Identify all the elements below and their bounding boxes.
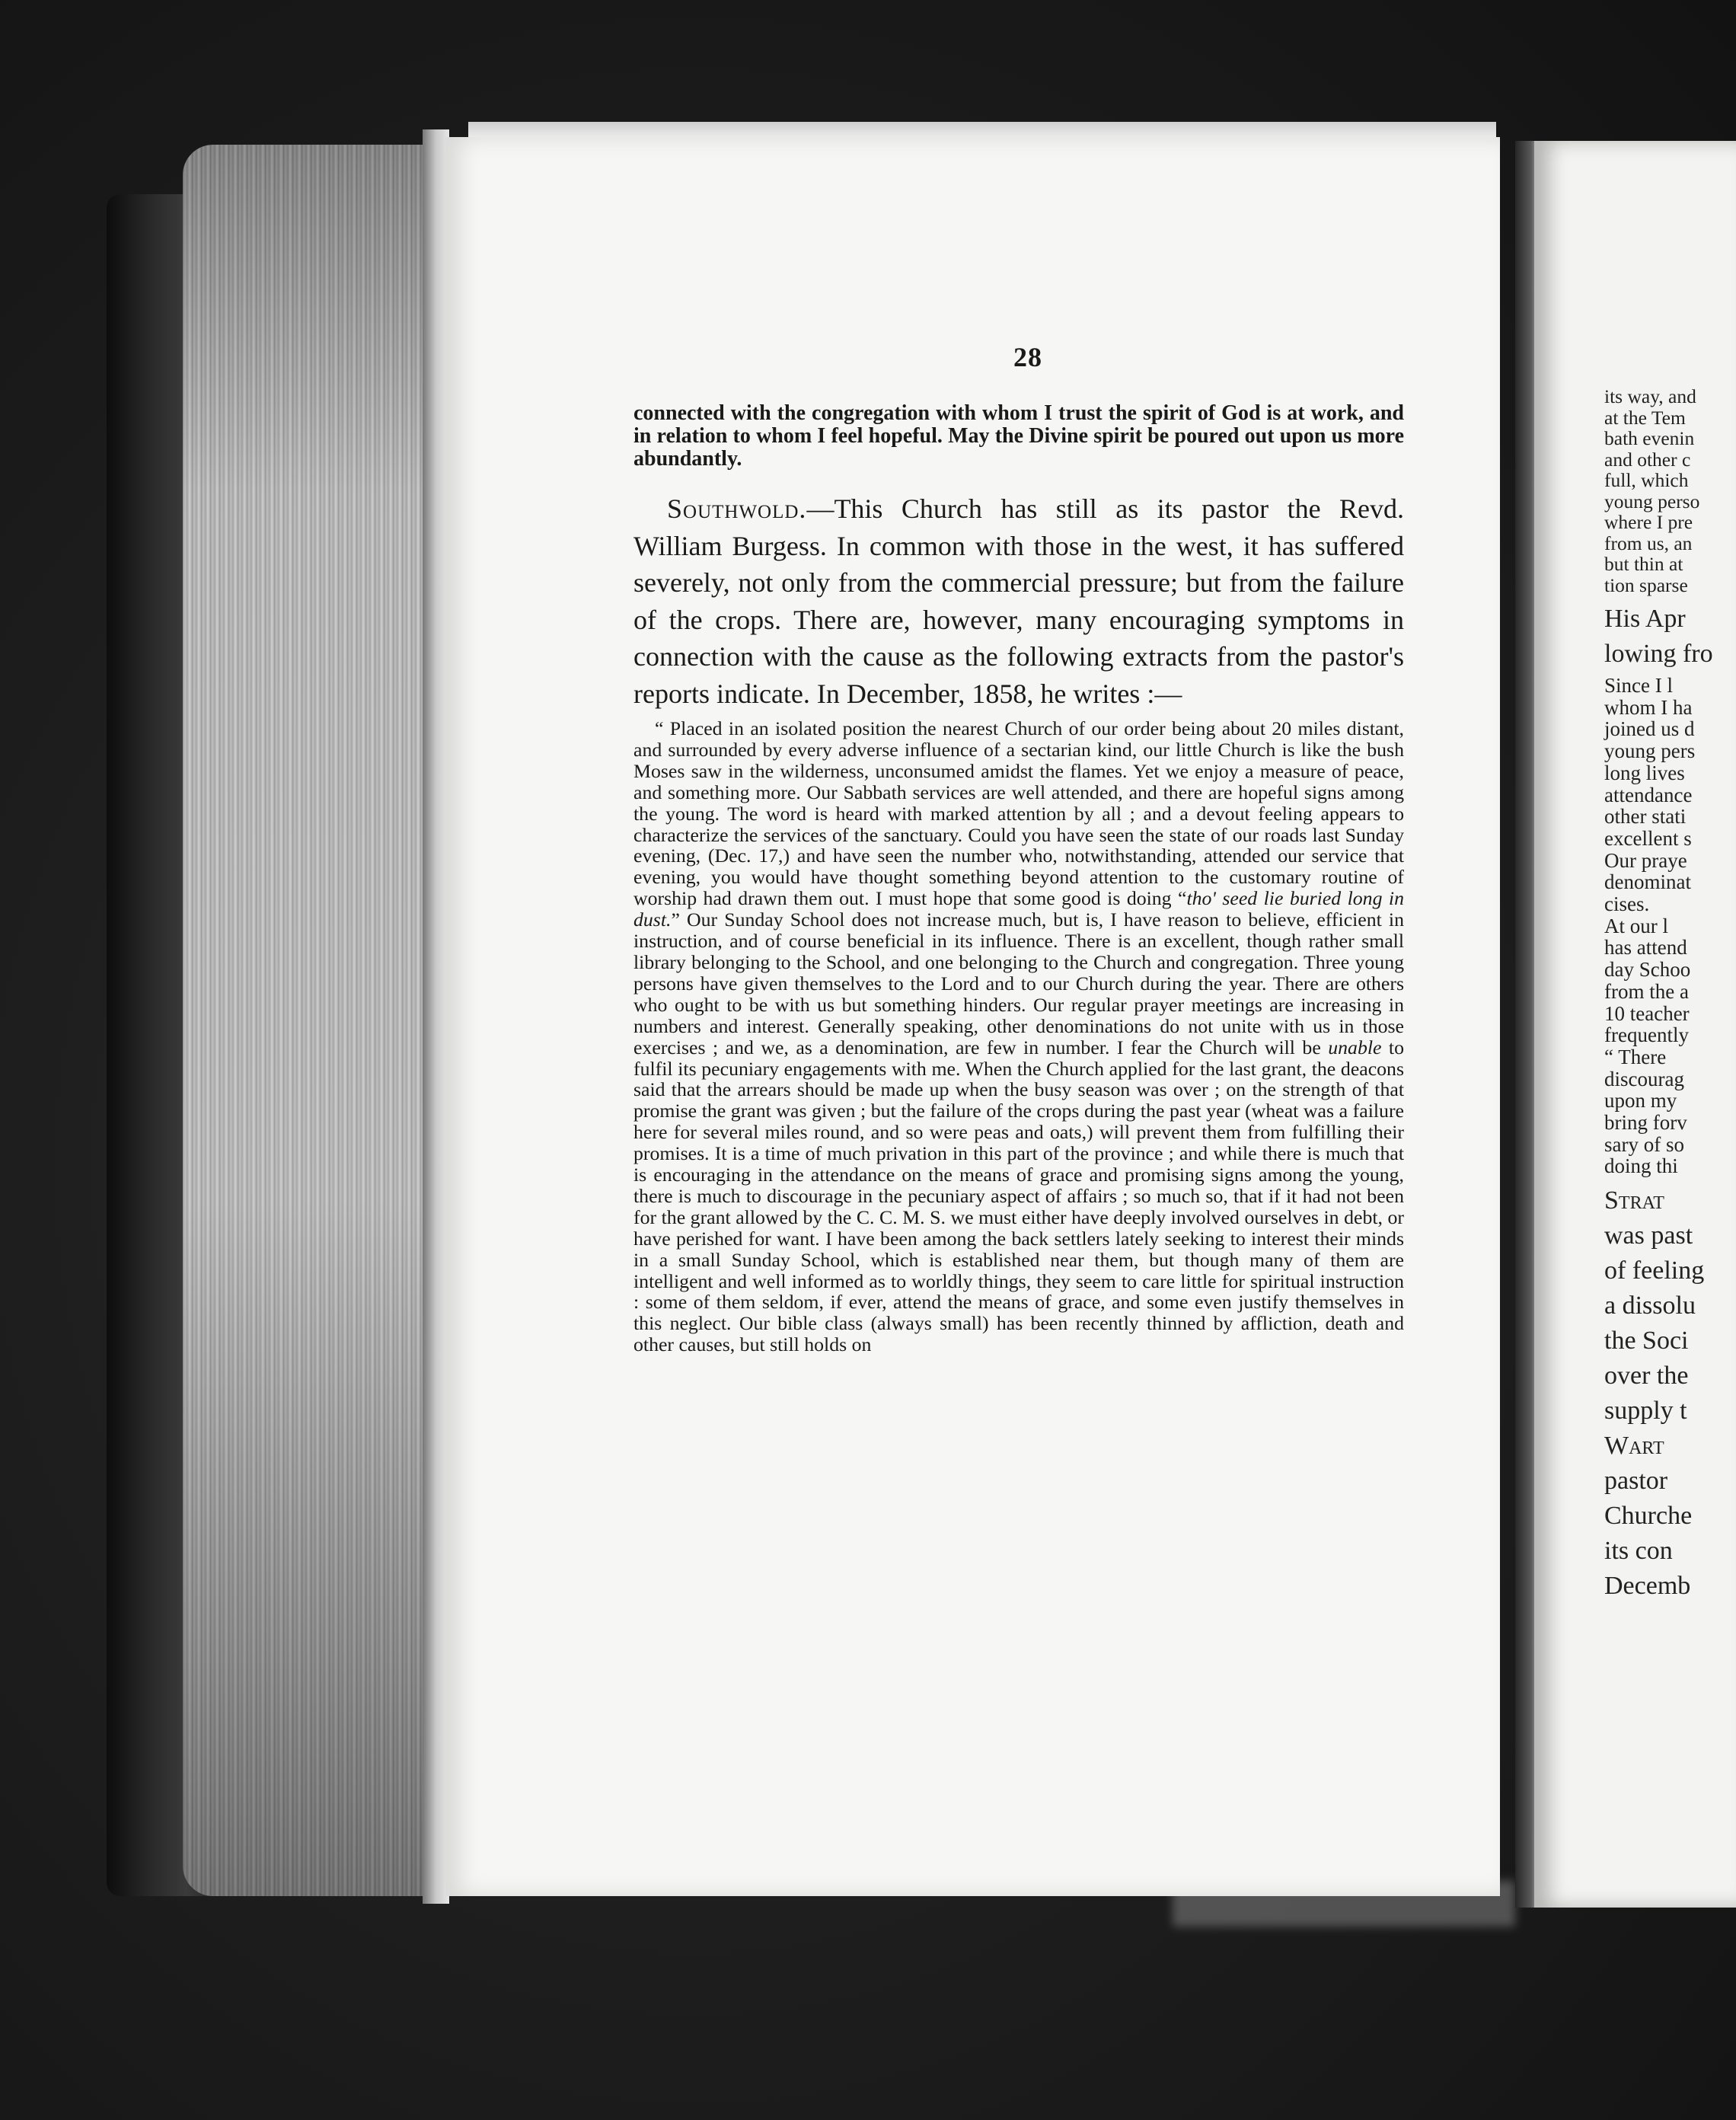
right-page-line: day Schoo [1604, 958, 1691, 982]
page-text-block [633, 402, 1404, 1355]
page-block-edges [183, 145, 442, 1896]
quoted-letter [633, 718, 1404, 1355]
intro-paragraph: connected with the congregation with whom I trust the spirit of God is at work, and in relation to whom I feel hopeful. May the Divine spirit be poured out upon us more abundantly. [633, 401, 1404, 471]
right-page-line: lowing fro [1604, 640, 1713, 668]
right-page-line: bath evenin [1604, 427, 1695, 449]
right-page-line: from the a [1604, 979, 1689, 1003]
right-page-line: long lives [1604, 761, 1685, 784]
right-page-line: Decemb [1604, 1572, 1691, 1601]
right-page-line: discourag [1604, 1067, 1684, 1090]
right-page-line: 10 teacher [1604, 1001, 1690, 1025]
right-page-line: whom I ha [1604, 695, 1693, 719]
right-page-line: the Soci [1604, 1327, 1689, 1355]
quote-part-1: “ Placed in an isolated position the nearest Church of our order being about 20 miles distant, and surrounded by every adverse influence of a sectarian kind, our little Church is like the bush Moses saw in the wilderness, unconsumed amidst the flames. Yet we enjoy a measure of peace, and something more. Our Sabbath services are well attended, and there are hopeful signs among the young. The word is heard with marked attention by all ; and a devout feeling appears to characterize the services of the sanctuary. Could you have seen the state of our roads last Sunday evening, (Dec. 17,) and have seen the number who, notwithstanding, attended our service that evening, you would have thought something beyond attention to the customary routine of worship had drawn them out. I must hope that some good is doing “ [633, 717, 1404, 910]
right-page-line: young perso [1604, 490, 1700, 512]
right-page-line: at the Tem [1604, 406, 1686, 429]
right-page-line: Churche [1604, 1502, 1693, 1531]
section-text: —This Church has still as its pastor the Revd. William Burgess. In common with those in the west, it has suffered severely, not only from the commercial pressure; but from the failure of the crops. There are, however, many encouraging symptoms in connection with the cause as the following extracts from the pastor's reports indicate. In December, 1858, he writes :— [633, 493, 1404, 709]
right-page-line: over the [1604, 1362, 1689, 1390]
right-page-line: sary of so [1604, 1132, 1684, 1156]
right-page-line: its way, and [1604, 385, 1696, 407]
right-page-line: Wart [1604, 1432, 1664, 1461]
section-heading: Southwold. [667, 493, 807, 524]
right-page-line: joined us d [1604, 717, 1695, 741]
right-page-line: its con [1604, 1537, 1673, 1566]
page-number: 28 [1013, 342, 1042, 372]
right-page-line: Our praye [1604, 848, 1687, 872]
right-page-line: bring forv [1604, 1111, 1687, 1135]
right-page-line: young pers [1604, 739, 1696, 763]
quote-italic-1: tho' seed lie buried long in dust. [633, 887, 1404, 931]
right-page-line: supply t [1604, 1397, 1687, 1426]
right-page-line: At our l [1604, 914, 1668, 937]
right-page-line: full, which [1604, 469, 1689, 491]
right-page-line: excellent s [1604, 826, 1692, 850]
right-page-line: Strat [1604, 1186, 1664, 1215]
right-page-line: cises. [1604, 892, 1650, 916]
quote-part-3: to fulfil its pecuniary engagements with me. When the Church applied for the last grant, the deacons said that the arrears should be made up when the busy season was over ; on the strength of that promise the grant was given ; but the failure of the crops during the past year (wheat was a failure here for several miles round, and so were peas and oats,) will prevent them from fulfilling their promises. It is a time of much privation in this part of the province ; and while there is much that is encouraging in the attendance on the means of grace and promising signs among the young, there is much to discourage in the pecuniary aspect of affairs ; so much so, that if it had not been for the grant allowed by the C. C. M. S. we must either have deeply involved ourselves in debt, or have perished for want. I have been among the back settlers lately seeking to interest their minds in a small Sunday School, which is established near them, but though many of them are intelligent and well informed as to worldly things, they seem to care little for spiritual instruction : some of them seldom, if ever, attend the means of grace, and some even justify themselves in this neglect. Our bible class (always small) has been recently thinned by affliction, death and other causes, but still holds on [633, 1036, 1404, 1356]
right-page [1534, 141, 1736, 1908]
right-page-line: and other c [1604, 448, 1691, 471]
right-page-line: “ There [1604, 1045, 1667, 1068]
right-page-line: Since I l [1604, 674, 1673, 697]
right-page-line: doing thi [1604, 1154, 1678, 1178]
right-page-line: frequently [1604, 1023, 1689, 1047]
right-page-line: where I pre [1604, 511, 1693, 533]
right-page-line: but thin at [1604, 553, 1683, 575]
right-page-line: attendance [1604, 783, 1693, 806]
southwold-paragraph [633, 490, 1404, 712]
quote-italic-2: unable [1328, 1036, 1382, 1058]
right-page-line: other stati [1604, 805, 1687, 829]
right-page-line: pastor [1604, 1467, 1668, 1496]
right-page-line: has attend [1604, 936, 1687, 959]
quote-part-2: ” Our Sunday School does not increase much, but is, I have reason to believe, efficient in instruction, and of course beneficial in its influence. There is an excellent, though rather small library belonging to the School, and one belonging to the Church and congregation. Three young persons have given themselves to the Lord and to our Church during the year. There are others who ought to be with us but something hinders. Our regular prayer meetings are increasing in numbers and interest. Generally speaking, other denominations do not unite with us in those exercises ; and we, as a denomination, are few in number. I fear the Church will be [633, 908, 1404, 1058]
right-page-text [1604, 386, 1736, 1604]
right-page-line: denominat [1604, 870, 1691, 894]
right-page-line: His Apr [1604, 605, 1686, 633]
right-page-line: upon my [1604, 1089, 1677, 1113]
right-page-line: was past [1604, 1221, 1693, 1250]
right-page-line: tion sparse [1604, 573, 1688, 596]
right-page-line: a dissolu [1604, 1291, 1696, 1320]
right-page-line: from us, an [1604, 532, 1693, 554]
right-page-line: of feeling [1604, 1256, 1705, 1285]
